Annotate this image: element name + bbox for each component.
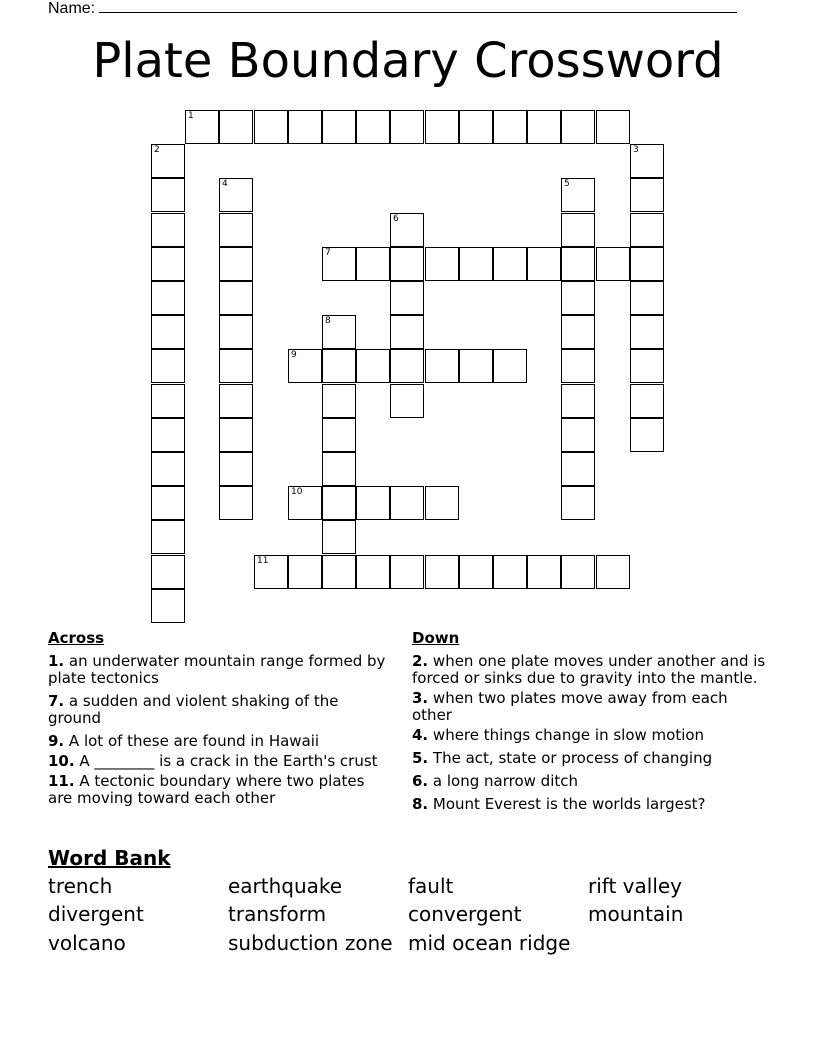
name-label: Name:: [48, 0, 96, 17]
clue-number: 11: [257, 556, 269, 566]
crossword-cell[interactable]: [219, 178, 253, 212]
crossword-cell[interactable]: [630, 281, 664, 315]
word-bank-item: divergent: [48, 902, 144, 926]
crossword-cell[interactable]: [561, 555, 595, 589]
crossword-cell[interactable]: [322, 315, 356, 349]
crossword-cell[interactable]: [630, 178, 664, 212]
crossword-cell[interactable]: [151, 589, 185, 623]
crossword-cell[interactable]: [527, 110, 561, 144]
crossword-cell[interactable]: [630, 247, 664, 281]
word-bank-item: trench: [48, 874, 113, 898]
clue-number: 8: [325, 316, 331, 326]
crossword-cell[interactable]: [151, 555, 185, 589]
crossword-cell[interactable]: [630, 384, 664, 418]
crossword-cell[interactable]: [254, 555, 288, 589]
crossword-cell[interactable]: [425, 349, 459, 383]
crossword-cell[interactable]: [219, 110, 253, 144]
crossword-cell[interactable]: [561, 418, 595, 452]
crossword-cell[interactable]: [219, 247, 253, 281]
page-title: Plate Boundary Crossword: [92, 33, 724, 89]
crossword-cell[interactable]: [390, 384, 424, 418]
crossword-cell[interactable]: [390, 247, 424, 281]
crossword-cell[interactable]: [322, 349, 356, 383]
crossword-cell[interactable]: [151, 213, 185, 247]
crossword-cell[interactable]: [322, 247, 356, 281]
crossword-cell[interactable]: [356, 486, 390, 520]
word-bank-item: mountain: [588, 902, 684, 926]
crossword-cell[interactable]: [561, 110, 595, 144]
crossword-cell[interactable]: [561, 486, 595, 520]
crossword-cell[interactable]: [288, 110, 322, 144]
crossword-cell[interactable]: [459, 555, 493, 589]
down-clue: 8. Mount Everest is the worlds largest?: [412, 795, 706, 813]
crossword-cell[interactable]: [151, 520, 185, 554]
across-clue: 11. A tectonic boundary where two plates are moving toward each other: [48, 772, 365, 807]
crossword-cell[interactable]: [493, 349, 527, 383]
crossword-cell[interactable]: [493, 247, 527, 281]
crossword-cell[interactable]: [356, 349, 390, 383]
crossword-cell[interactable]: [322, 555, 356, 589]
crossword-cell[interactable]: [527, 555, 561, 589]
crossword-cell[interactable]: [322, 486, 356, 520]
crossword-cell[interactable]: [390, 555, 424, 589]
down-clue: 3. when two plates move away from each other: [412, 689, 728, 724]
crossword-cell[interactable]: [630, 349, 664, 383]
across-clue: 1. an underwater mountain range formed by plate tectonics: [48, 652, 386, 687]
crossword-cell[interactable]: [630, 144, 664, 178]
crossword-cell[interactable]: [151, 486, 185, 520]
crossword-cell[interactable]: [322, 384, 356, 418]
crossword-cell[interactable]: [459, 247, 493, 281]
crossword-cell[interactable]: [219, 486, 253, 520]
across-clue: 7. a sudden and violent shaking of the ground: [48, 692, 339, 727]
down-clue: 6. a long narrow ditch: [412, 772, 578, 790]
crossword-cell[interactable]: [630, 213, 664, 247]
crossword-cell[interactable]: [322, 452, 356, 486]
crossword-cell[interactable]: [151, 384, 185, 418]
word-bank-item: earthquake: [228, 874, 343, 898]
clue-number: 5: [564, 179, 570, 189]
crossword-cell[interactable]: [219, 452, 253, 486]
crossword-cell[interactable]: [561, 281, 595, 315]
crossword-cell[interactable]: [322, 418, 356, 452]
crossword-cell[interactable]: [390, 213, 424, 247]
word-bank-item: rift valley: [588, 874, 683, 898]
crossword-cell[interactable]: [151, 281, 185, 315]
crossword-cell[interactable]: [630, 315, 664, 349]
clue-number: 3: [633, 145, 639, 155]
crossword-cell[interactable]: [219, 281, 253, 315]
crossword-cell[interactable]: [151, 315, 185, 349]
crossword-cell[interactable]: [596, 555, 630, 589]
crossword-cell[interactable]: [425, 555, 459, 589]
crossword-cell[interactable]: [459, 110, 493, 144]
word-bank-item: subduction zone: [228, 931, 393, 955]
crossword-cell[interactable]: [561, 315, 595, 349]
crossword-cell[interactable]: [390, 349, 424, 383]
crossword-cell[interactable]: [151, 247, 185, 281]
crossword-cell[interactable]: [459, 349, 493, 383]
crossword-cell[interactable]: [596, 247, 630, 281]
clue-number: 4: [222, 179, 228, 189]
word-bank-title: Word Bank: [48, 846, 171, 870]
crossword-cell[interactable]: [151, 418, 185, 452]
crossword-cell[interactable]: [288, 349, 322, 383]
clue-number: 2: [154, 145, 160, 155]
crossword-cell[interactable]: [254, 110, 288, 144]
crossword-cell[interactable]: [596, 110, 630, 144]
crossword-cell[interactable]: [493, 110, 527, 144]
word-bank-item: volcano: [48, 931, 126, 955]
word-bank-item: convergent: [408, 902, 522, 926]
crossword-cell[interactable]: [493, 555, 527, 589]
crossword-cell[interactable]: [390, 110, 424, 144]
crossword-cell[interactable]: [425, 247, 459, 281]
down-heading: Down: [412, 629, 460, 647]
crossword-cell[interactable]: [561, 384, 595, 418]
crossword-cell[interactable]: [630, 418, 664, 452]
crossword-cell[interactable]: [151, 178, 185, 212]
crossword-cell[interactable]: [425, 110, 459, 144]
clue-number: 9: [291, 350, 297, 360]
across-clue: 10. A ________ is a crack in the Earth's crust: [48, 752, 378, 770]
crossword-cell[interactable]: [219, 384, 253, 418]
across-heading: Across: [48, 629, 105, 647]
crossword-cell[interactable]: [356, 247, 390, 281]
down-clue: 5. The act, state or process of changing: [412, 749, 713, 767]
clue-number: 7: [325, 248, 331, 258]
crossword-cell[interactable]: [561, 349, 595, 383]
down-clue: 2. when one plate moves under another and is forced or sinks due to gravity into the mantle.: [412, 652, 766, 687]
crossword-cell[interactable]: [425, 486, 459, 520]
clue-number: 10: [291, 487, 303, 497]
crossword-cell[interactable]: [219, 349, 253, 383]
crossword-cell[interactable]: [356, 110, 390, 144]
crossword-cell[interactable]: [322, 110, 356, 144]
crossword-cell[interactable]: [219, 213, 253, 247]
clue-number: 6: [393, 214, 399, 224]
crossword-cell[interactable]: [151, 452, 185, 486]
word-bank-item: mid ocean ridge: [408, 931, 571, 955]
word-bank-item: transform: [228, 902, 327, 926]
word-bank-item: fault: [408, 874, 454, 898]
crossword-cell[interactable]: [219, 418, 253, 452]
crossword-cell[interactable]: [356, 555, 390, 589]
across-clue: 9. A lot of these are found in Hawaii: [48, 732, 320, 750]
crossword-cell[interactable]: [561, 452, 595, 486]
down-clue: 4. where things change in slow motion: [412, 726, 705, 744]
crossword-cell[interactable]: [185, 110, 219, 144]
across-clues: [48, 630, 390, 813]
crossword-cell[interactable]: [288, 555, 322, 589]
crossword-cell[interactable]: [561, 178, 595, 212]
clue-number: 1: [188, 111, 194, 121]
crossword-cell[interactable]: [151, 144, 185, 178]
crossword-cell[interactable]: [390, 486, 424, 520]
down-clues: [412, 630, 772, 819]
crossword-cell[interactable]: [561, 247, 595, 281]
crossword-cell[interactable]: [527, 247, 561, 281]
crossword-cell[interactable]: [151, 349, 185, 383]
crossword-cell[interactable]: [390, 281, 424, 315]
crossword-cell[interactable]: [288, 486, 322, 520]
crossword-cell[interactable]: [390, 315, 424, 349]
crossword-cell[interactable]: [561, 213, 595, 247]
crossword-cell[interactable]: [219, 315, 253, 349]
crossword-cell[interactable]: [322, 520, 356, 554]
